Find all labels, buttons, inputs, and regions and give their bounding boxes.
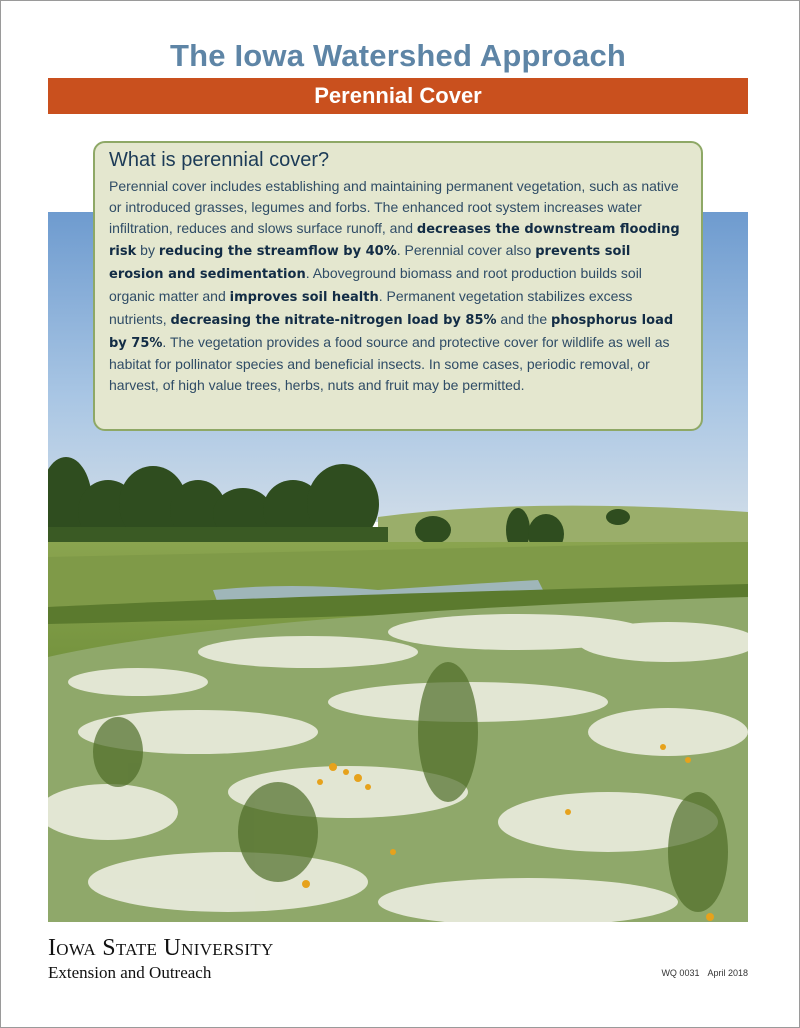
- university-name: Iowa State University: [48, 935, 274, 961]
- callout-emphasis: improves soil health: [229, 289, 379, 305]
- callout-emphasis: phosphorus load by 75%: [109, 312, 674, 351]
- callout-text: by: [136, 242, 159, 259]
- callout-text: and the: [496, 310, 552, 327]
- unit-name: Extension and Outreach: [48, 963, 212, 982]
- callout-emphasis: decreasing the nitrate-nitrogen load by 85%: [170, 312, 497, 328]
- callout-body: [109, 176, 687, 396]
- title-banner: [48, 78, 748, 114]
- pub-date: April 2018: [707, 968, 748, 978]
- callout-heading: What is perennial cover?: [109, 149, 330, 171]
- callout-emphasis: reducing the streamflow by 40%: [158, 244, 397, 260]
- callout-text: Perennial cover includes establishing and maintaining permanent vegetation, such as native or introduced grasses, legumes and forbs. The enhanced root system increases water infiltration, reduces and slows surface runoff, and: [109, 178, 679, 236]
- callout-box: [93, 141, 703, 431]
- publication-info: [653, 968, 748, 978]
- callout-text: . Aboveground biomass and root production builds soil organic matter and: [109, 265, 642, 304]
- banner-label: Perennial Cover: [314, 83, 482, 108]
- callout-text: . The vegetation provides a food source and protective cover for wildlife as well as habitat for pollinator species and beneficial insects. In some cases, periodic removal, or harvest, of high value trees, herbs, nuts and fruit may be permitted.: [109, 333, 670, 394]
- university-logo: [48, 935, 274, 962]
- callout-emphasis: decreases the downstream flooding risk: [109, 221, 680, 260]
- page-title: The Iowa Watershed Approach: [169, 38, 627, 73]
- callout-text: . Perennial cover also: [396, 242, 536, 259]
- callout-text: . Permanent vegetation stabilizes excess nutrients,: [109, 287, 633, 327]
- callout-emphasis: prevents soil erosion and sedimentation: [109, 244, 631, 283]
- pub-code: WQ 0031: [661, 968, 700, 978]
